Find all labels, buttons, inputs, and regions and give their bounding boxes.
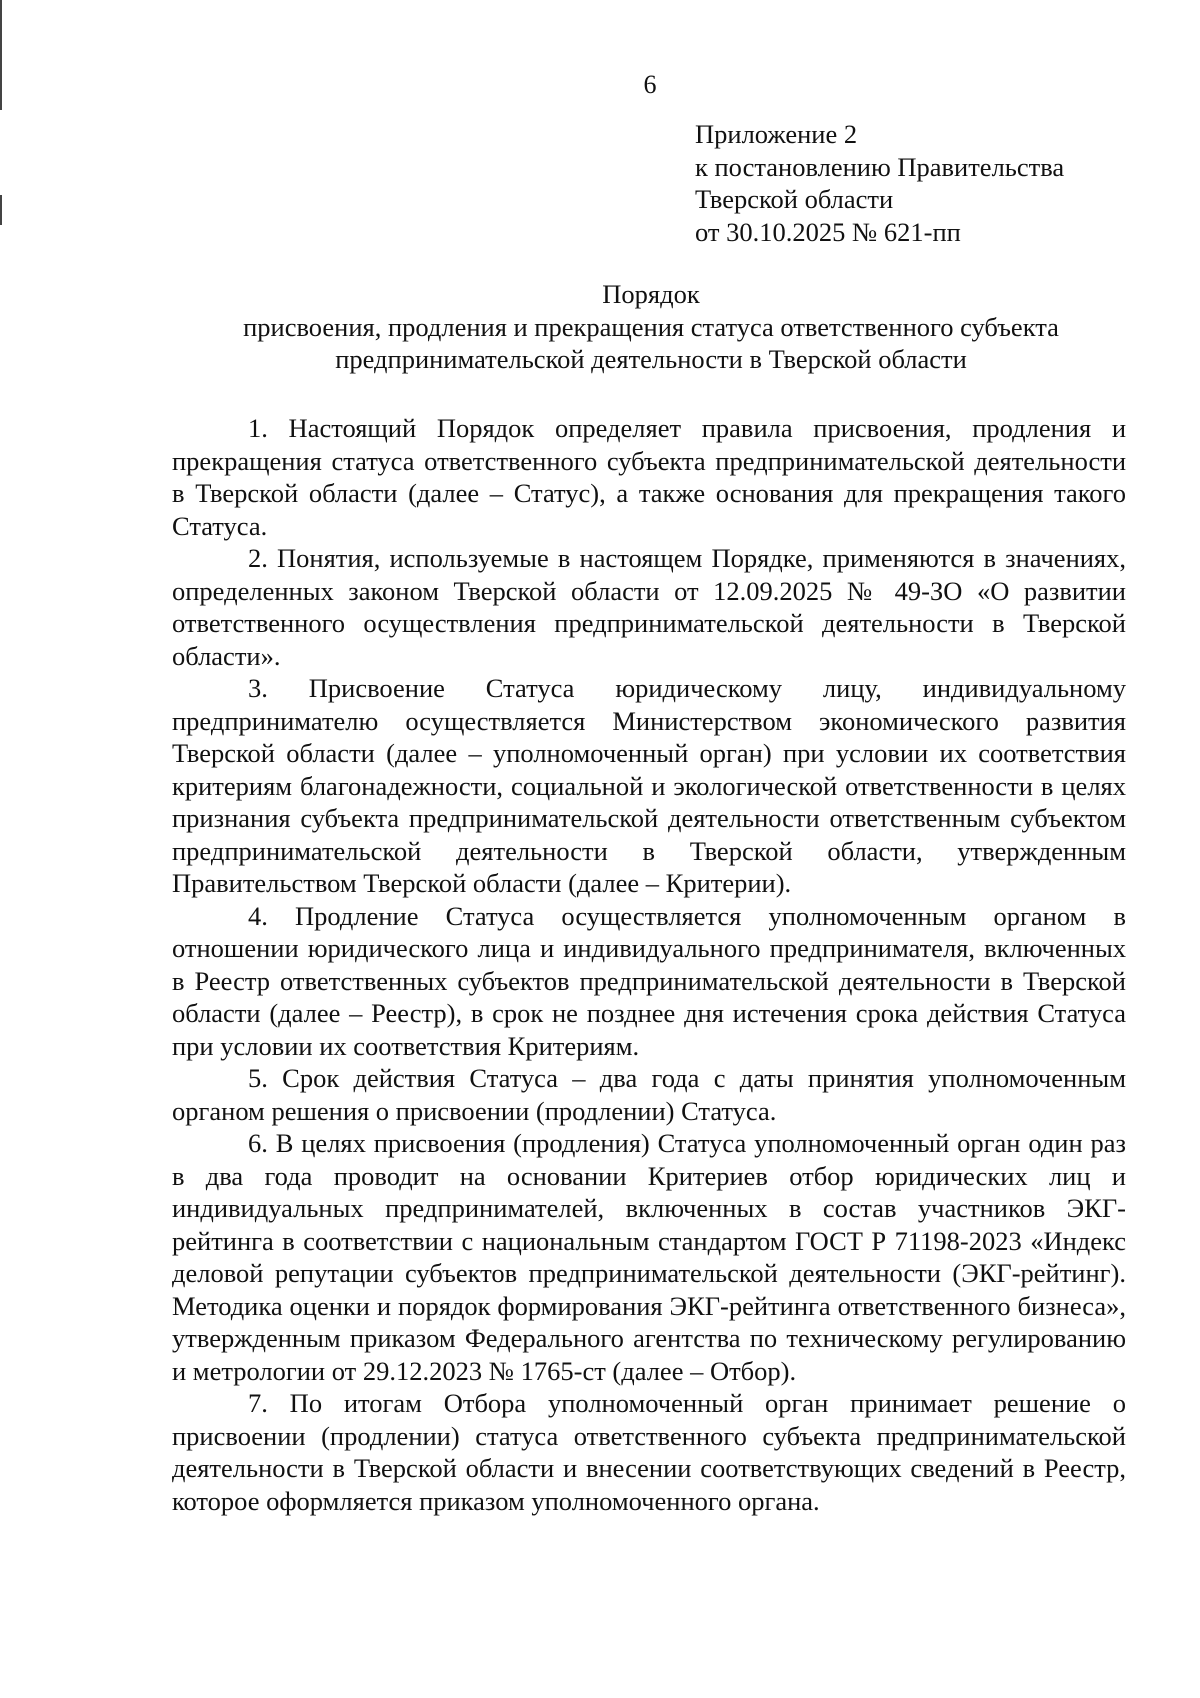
paragraph-7: 7. По итогам Отбора уполномоченный орган принимает решение о присвоении (продлении) статуса ответственного субъекта предпринимательской деятельности в Тверской области и внесении соответствующих сведений в Реестр, которое оформляется приказом уполномоченного органа. bbox=[172, 1388, 1126, 1516]
paragraph-5: 5. Срок действия Статуса – два года с даты принятия уполномоченным органом решения о присвоении (продлении) Статуса. bbox=[172, 1063, 1126, 1126]
appendix-header bbox=[695, 118, 1175, 248]
paragraph-3: 3. Присвоение Статуса юридическому лицу, индивидуальному предпринимателю осуществляется Министерством экономического развития Тверской области (далее – уполномоченный орган) при условии их соответствия критериям благонадежности, социальной и экологической ответственности в целях признания субъекта предпринимательской деятельности ответственным субъектом предпринимательской деятельности в Тверской области, утвержденным Правительством Тверской области (далее – Критерии). bbox=[172, 673, 1126, 898]
paragraph-6: 6. В целях присвоения (продления) Статуса уполномоченный орган один раз в два года проводит на основании Критериев отбор юридических лиц и индивидуальных предпринимателей, включенных в состав участников ЭКГ-рейтинга в соответствии с национальным стандартом ГОСТ Р 71198-2023 «Индекс деловой репутации субъектов предпринимательской деятельности (ЭКГ-рейтинг). Методика оценки и порядок формирования ЭКГ-рейтинга ответственного бизнеса», утвержденным приказом Федерального агентства по техническому регулированию и метрологии от 29.12.2023 № 1765-ст (далее – Отбор). bbox=[172, 1128, 1126, 1386]
scan-edge-mark bbox=[0, 195, 2, 225]
document-body bbox=[172, 412, 1126, 1517]
title-subtitle-line: предпринимательской деятельности в Тверской области bbox=[335, 344, 967, 374]
page-number: 6 bbox=[643, 70, 657, 99]
appendix-line: Приложение 2 bbox=[695, 119, 858, 149]
document-title bbox=[172, 278, 1130, 376]
title-subtitle-line: присвоения, продления и прекращения статуса ответственного субъекта bbox=[243, 311, 1059, 342]
appendix-date-number: от 30.10.2025 № 621-пп bbox=[695, 216, 961, 247]
title-heading: Порядок bbox=[602, 279, 700, 309]
appendix-line: Тверской области bbox=[695, 184, 894, 214]
paragraph-2: 2. Понятия, используемые в настоящем Порядке, применяются в значениях, определенных законом Тверской области от 12.09.2025 № 49-ЗО «О развитии ответственного осуществления предпринимательской деятельности в Тверской области». bbox=[172, 543, 1126, 671]
paragraph-4: 4. Продление Статуса осуществляется уполномоченным органом в отношении юридического лица и индивидуального предпринимателя, включенных в Реестр ответственных субъектов предпринимательской деятельности в Тверской области (далее – Реестр), в срок не позднее дня истечения срока действия Статуса при условии их соответствия Критериям. bbox=[172, 900, 1126, 1061]
paragraph-1: 1. Настоящий Порядок определяет правила присвоения, продления и прекращения статуса ответственного субъекта предпринимательской деятельности в Тверской области (далее – Статус), а также основания для прекращения такого Статуса. bbox=[172, 413, 1126, 541]
appendix-line: к постановлению Правительства bbox=[695, 151, 1065, 182]
